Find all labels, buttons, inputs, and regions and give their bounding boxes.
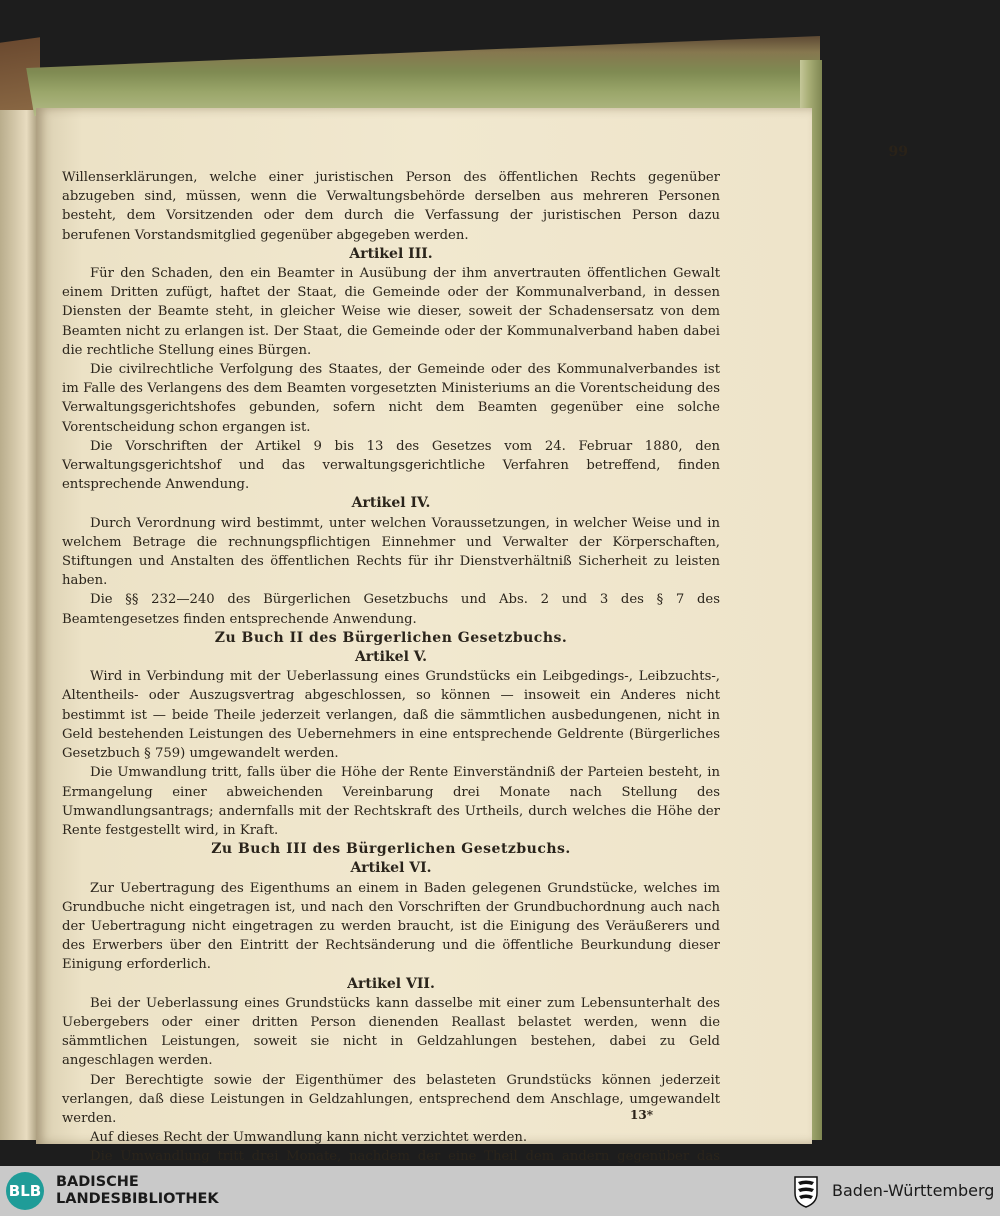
coat-of-arms-icon[interactable] [792, 1173, 820, 1209]
printer-signature: 13* [630, 1108, 653, 1122]
page-number: 99 [888, 144, 908, 160]
section-heading: Zu Buch II des Bürgerlichen Gesetzbuchs. [214, 629, 568, 646]
article-heading: Artikel V. [354, 649, 428, 666]
paragraph: Die Umwandlung tritt, falls über die Höhe der Rente Einverständniß der Parteien besteht, in Ermangelung einer abweichenden Vereinbarung drei Monate nach Stellung des Umwandlungsantrags; andernfalls mit der Rechtskraft des Urtheils, durch welches die Höhe der Rente festgestellt wird, in Kraft. [62, 765, 720, 838]
paragraph: Für den Schaden, den ein Beamter in Ausübung der ihm anvertrauten öffentlichen Gewalt einem Dritten zufügt, haftet der Staat, die Gemeinde oder der Kommunalverband, in dessen Diensten der Beamte steht, in gleicher Weise wie dieser, soweit der Schadensersatz von dem Beamten nicht zu erlangen ist. Der Staat, die Gemeinde oder der Kommunalverband haben dabei die rechtliche Stellung eines Bürgen. [62, 266, 720, 358]
book-top-edge [10, 36, 820, 116]
article-heading: Artikel III. [349, 245, 433, 262]
paragraph: Bei der Ueberlassung eines Grundstücks kann dasselbe mit einer zum Lebensunterhalt des Uebergebers oder einer dritten Person dienenden Reallast belastet werden, wenn die sämmtlichen Leistungen, soweit sie nicht in Geldzahlungen bestehen, dabei zu Geld angeschlagen werden. [62, 995, 720, 1069]
paragraph: Wird in Verbindung mit der Ueberlassung eines Grundstücks ein Leibgedings-, Leibzuchts-, Altentheils- oder Auszugsvertrag abgeschlossen, so können — insoweit ein Anderes nicht bestimmt ist — beide Theile jederzeit verlangen, daß die sämmtlichen ausbedungenen, nicht in Geld bestehenden Leistungen des Uebernehmers in eine entsprechende Geldrente (Bürgerliches Gesetzbuch § 759) umgewandelt werden. [62, 669, 720, 762]
library-name[interactable] [56, 1174, 219, 1208]
article-heading: Artikel IV. [351, 495, 431, 512]
viewer-footer [0, 1166, 1000, 1216]
paragraph: Auf dieses Recht der Umwandlung kann nicht verzichtet werden. [90, 1130, 528, 1146]
state-name[interactable]: Baden-Württemberg [832, 1181, 995, 1200]
paragraph: Zur Uebertragung des Eigenthums an einem in Baden gelegenen Grundstücke, welches im Grundbuche nicht eingetragen ist, und nach den Vorschriften der Grundbuchordnung auch nach der Uebertragung nicht eingetragen zu werden braucht, ist die Einigung des Veräußerers und des Erwerbers über den Eintritt der Rechtsänderung und die öffentliche Beurkundung dieser Einigung erforderlich. [62, 880, 720, 973]
paragraph: Durch Verordnung wird bestimmt, unter welchen Voraussetzungen, in welcher Weise und in welchem Betrage die rechnungspflichtigen Einnehmer und Verwalter der Körperschaften, Stiftungen und Anstalten des öffentlichen Rechts für ihr Dienstverhältniß Sicherheit zu leisten haben. [62, 515, 720, 589]
library-name-line2: LANDESBIBLIOTHEK [56, 1191, 219, 1207]
article-heading: Artikel VI. [350, 860, 432, 877]
left-page [0, 110, 38, 1140]
library-name-line1: BADISCHE [56, 1174, 139, 1190]
paragraph: Der Berechtigte sowie der Eigenthümer des belasteten Grundstücks können jederzeit verlangen, daß diese Leistungen in Geldzahlungen, entsprechend dem Anschlage, umgewandelt werden. [62, 1072, 720, 1126]
article-heading: Artikel VII. [347, 975, 435, 992]
page-text [62, 168, 720, 1166]
section-heading: Zu Buch III des Bürgerlichen Gesetzbuchs. [211, 841, 571, 858]
paragraph: Die Umwandlung tritt drei Monate, nachdem der eine Theil dem andern gegenüber das [90, 1149, 720, 1165]
blb-logo[interactable]: BLB [6, 1172, 44, 1210]
paragraph: Die §§ 232—240 des Bürgerlichen Gesetzbuchs und Abs. 2 und 3 des § 7 des Beamtengesetzes finden entsprechende Anwendung. [62, 592, 720, 627]
paragraph: Willenserklärungen, welche einer juristischen Person des öffentlichen Rechts gegenüber abzugeben sind, müssen, wenn die Verwaltungsbehörde derselben aus mehreren Personen besteht, dem Vorsitzenden oder dem durch die Verfassung der juristischen Person dazu berufenen Vorstandsmitglied gegenüber abgegeben werden. [62, 170, 720, 243]
paragraph: Die Vorschriften der Artikel 9 bis 13 des Gesetzes vom 24. Februar 1880, den Verwaltungsgerichtshof und das verwaltungsgerichtliche Verfahren betreffend, finden entsprechende Anwendung. [62, 438, 720, 493]
paragraph: Die civilrechtliche Verfolgung des Staates, der Gemeinde oder des Kommunalverbandes ist im Falle des Verlangens des dem Beamten vorgesetzten Ministeriums an die Vorentscheidung des Verwaltungsgerichtshofes gebunden, sofern nicht dem Beamten gegenüber eine solche Vorentscheidung schon ergangen ist. [62, 362, 720, 435]
